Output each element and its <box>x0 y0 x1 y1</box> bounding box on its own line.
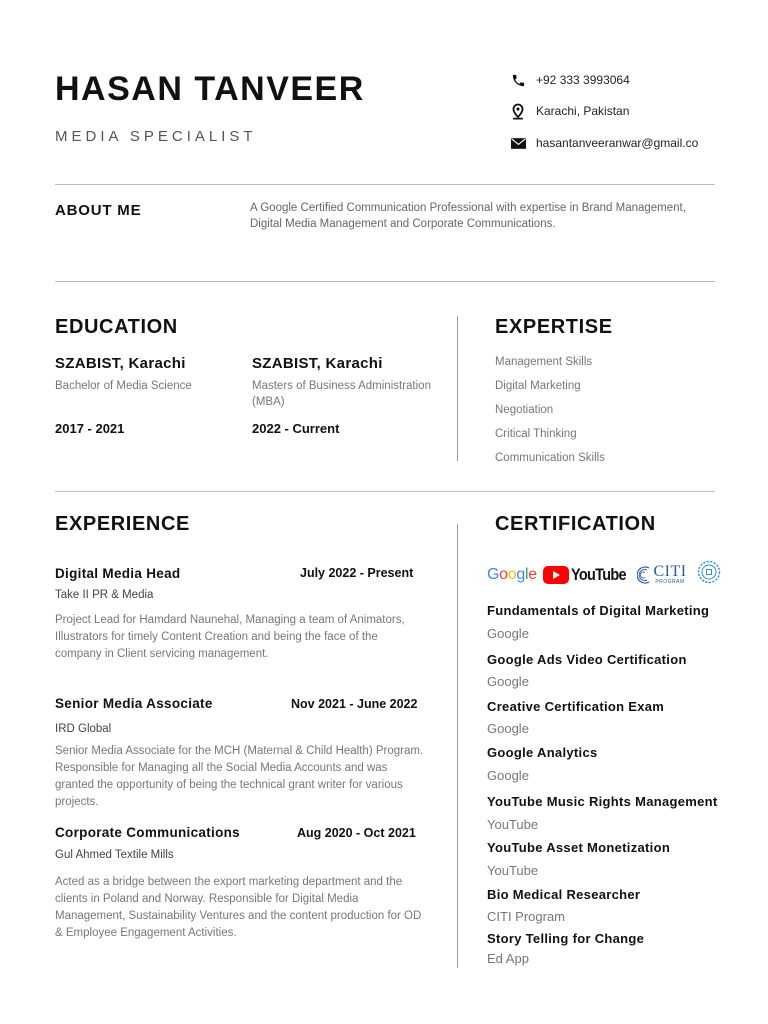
google-logo: Google <box>487 565 537 583</box>
envelope-icon <box>510 135 526 151</box>
expertise-item: Critical Thinking <box>495 428 577 440</box>
experience-description: Project Lead for Hamdard Naunehal, Managing a team of Animators, Illustrators for timely Content Creation and being the face of the company in Client servicing management. <box>55 614 405 660</box>
certification-item-title: Story Telling for Change <box>487 931 645 946</box>
contact-email[interactable] <box>510 135 698 151</box>
expertise-item: Digital Marketing <box>495 380 581 392</box>
experience-company: Gul Ahmed Textile Mills <box>55 849 174 861</box>
youtube-logo <box>543 565 636 585</box>
experience-job-title: Corporate Communications <box>55 825 240 840</box>
certification-item-title: Fundamentals of Digital Marketing <box>487 603 710 618</box>
youtube-wordmark: YouTube <box>570 564 626 584</box>
certification-item-issuer: Ed App <box>487 951 529 966</box>
contact-location <box>510 103 629 119</box>
citi-subtitle: PROGRAM <box>655 579 685 585</box>
experience-date: July 2022 - Present <box>300 566 414 580</box>
divider-top <box>55 184 715 185</box>
youtube-play-icon <box>543 566 569 584</box>
certification-item-title: YouTube Music Rights Management <box>487 794 718 809</box>
citi-wordmark: CITI <box>653 563 687 580</box>
phone-icon <box>510 72 526 88</box>
certification-item-title: Creative Certification Exam <box>487 699 665 714</box>
education-degree: Masters of Business Administration (MBA) <box>252 380 431 408</box>
location-pin-icon <box>510 103 526 119</box>
divider-vertical-education <box>457 316 458 461</box>
email-link[interactable]: hasantanveeranwar@gmail.co <box>536 136 699 150</box>
certification-item-issuer: Google <box>487 721 529 736</box>
citi-logo <box>637 564 686 585</box>
divider-vertical-experience <box>457 524 458 968</box>
expertise-item: Communication Skills <box>495 452 605 464</box>
certification-item-title: Bio Medical Researcher <box>487 887 641 902</box>
experience-description: Acted as a bridge between the export marketing department and the clients in Poland and Norway. Responsible for Digital Media Management, Sustainability Ventures and the content production for OD & Employee Engagement Activities. <box>55 876 422 939</box>
certification-item-title: YouTube Asset Monetization <box>487 840 671 855</box>
experience-job-title: Digital Media Head <box>55 566 181 581</box>
certification-title: CERTIFICATION <box>495 513 656 535</box>
education-years: 2022 - Current <box>252 421 340 436</box>
education-school: SZABIST, Karachi <box>252 355 383 372</box>
experience-company: IRD Global <box>55 723 112 735</box>
expertise-item: Management Skills <box>495 356 593 368</box>
certification-item-title: Google Ads Video Certification <box>487 652 687 667</box>
candidate-name: HASAN TANVEER <box>55 70 365 108</box>
divider-about <box>55 281 715 282</box>
certification-item-issuer: YouTube <box>487 863 539 878</box>
experience-job-title: Senior Media Associate <box>55 696 213 711</box>
certification-item-issuer: CITI Program <box>487 909 566 924</box>
phone-text: +92 333 3993064 <box>536 73 630 87</box>
location-text: Karachi, Pakistan <box>536 104 630 118</box>
certification-item-issuer: YouTube <box>487 817 539 832</box>
divider-middle <box>55 491 715 492</box>
expertise-item: Negotiation <box>495 404 554 416</box>
education-title: EDUCATION <box>55 316 178 338</box>
certification-item-issuer: Google <box>487 674 529 689</box>
certification-item-title: Google Analytics <box>487 745 598 760</box>
experience-title: EXPERIENCE <box>55 513 190 535</box>
expertise-title: EXPERTISE <box>495 316 613 338</box>
experience-date: Nov 2021 - June 2022 <box>291 697 418 711</box>
about-text: A Google Certified Communication Professional with expertise in Brand Management, Digital Media Management and Corporate Communications. <box>250 202 686 230</box>
certification-item-issuer: Google <box>487 768 529 783</box>
education-degree: Bachelor of Media Science <box>55 380 192 392</box>
about-title: ABOUT ME <box>55 202 142 219</box>
experience-description: Senior Media Associate for the MCH (Maternal & Child Health) Program. Responsible for Managing all the Social Media Accounts and was granted the opportunity of being the technical grant writer for various projects. <box>55 745 424 808</box>
experience-company: Take II PR & Media <box>55 589 154 601</box>
education-school: SZABIST, Karachi <box>55 355 186 372</box>
certification-logos <box>487 560 721 589</box>
citi-globe-icon <box>637 566 653 584</box>
certificate-badge-icon <box>697 560 721 589</box>
experience-date: Aug 2020 - Oct 2021 <box>297 826 416 840</box>
education-years: 2017 - 2021 <box>55 421 125 436</box>
certification-item-issuer: Google <box>487 626 529 641</box>
contact-phone <box>510 72 630 88</box>
candidate-role: MEDIA SPECIALIST <box>55 128 257 145</box>
